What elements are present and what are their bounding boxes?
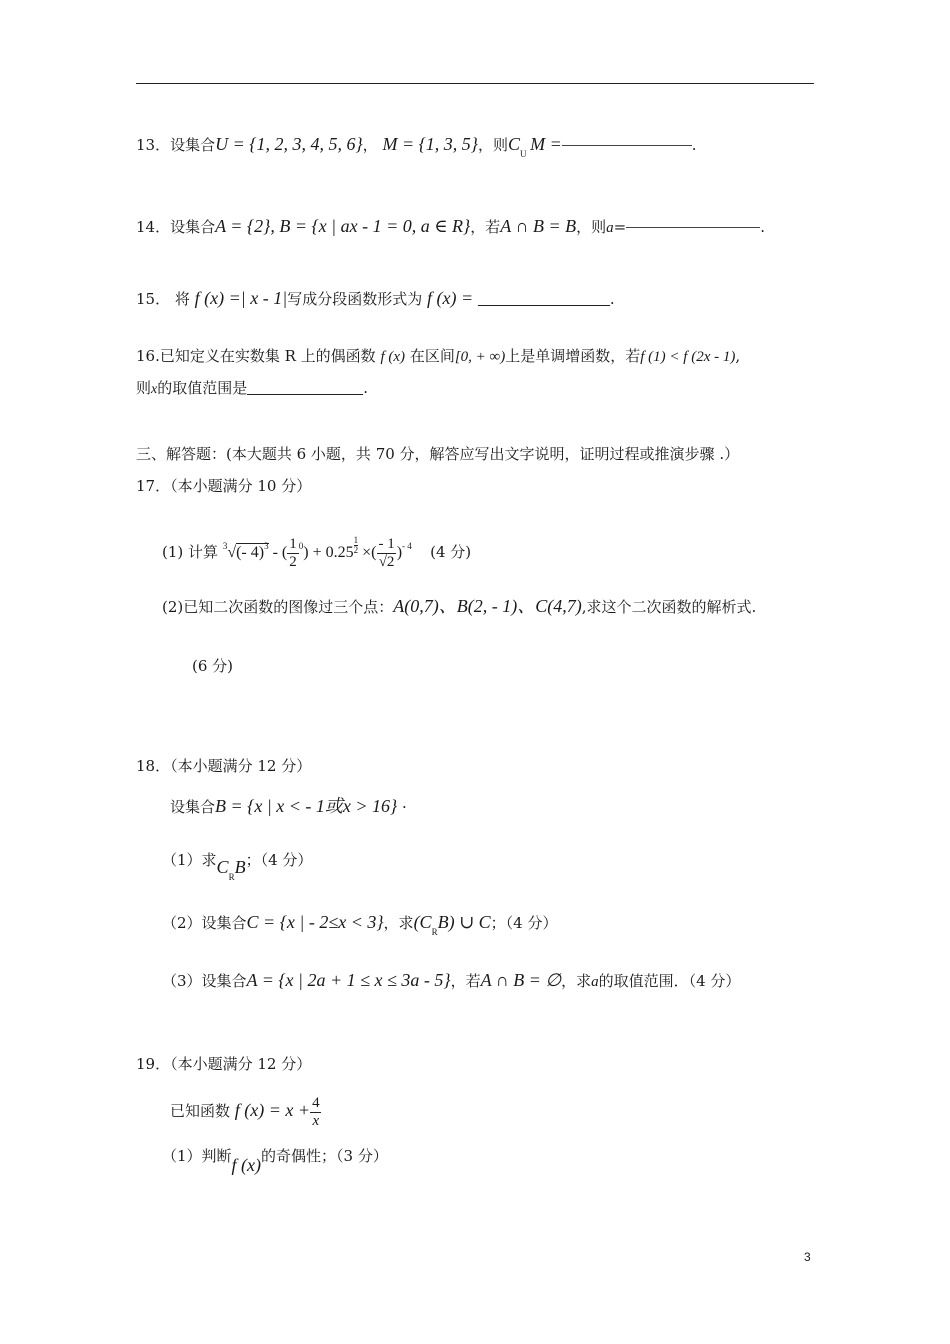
question-text: 则 xyxy=(136,379,152,397)
period: . xyxy=(760,218,765,236)
question-number: 14． xyxy=(136,218,171,236)
equals-sign: = xyxy=(613,218,627,236)
question-17-part-2 xyxy=(162,596,756,617)
question-text: 在区间 xyxy=(409,347,455,365)
question-text: ,求这个二次函数的解析式. xyxy=(581,598,757,616)
header-rule xyxy=(136,83,814,84)
answer-blank xyxy=(626,227,760,228)
set-c-expression: C = {x | - 2≤x < 3} xyxy=(246,912,384,932)
dot: · xyxy=(402,798,407,816)
question-19-part-1 xyxy=(162,1146,388,1175)
set-a-expression: A = {2} xyxy=(215,216,271,236)
question-text: 的奇偶性；（3 分） xyxy=(261,1147,388,1165)
period: . xyxy=(363,379,369,397)
empty-intersection-expression: A ∩ B = ∅ xyxy=(480,970,562,990)
function-f: f (x) xyxy=(380,349,406,365)
complement-expression: $C_RB$ xyxy=(216,857,246,882)
question-text: 设集合 xyxy=(170,218,216,236)
set-a-expression: A = {x | 2a + 1 ≤ x ≤ 3a - 5} xyxy=(246,970,451,990)
part-label: (1) 计算 xyxy=(162,543,219,561)
variable-a: a xyxy=(591,974,599,990)
fraction-4-over-x: $\frac{4}{x}$ xyxy=(312,1094,320,1129)
function-expression: f (x) =| x - 1| xyxy=(194,288,288,308)
page-number: 3 xyxy=(804,1250,811,1264)
question-text: ，则 xyxy=(478,136,509,154)
inequality-expression: f (1) < f (2x - 1) xyxy=(640,349,736,365)
question-text: 的取值范围是 xyxy=(157,379,248,397)
question-18-given xyxy=(170,796,407,817)
score-label: (4 分) xyxy=(430,543,472,561)
intersection-expression: A ∩ B = B xyxy=(500,216,577,236)
score-label: ；（4 分） xyxy=(245,851,313,869)
question-text: 将 xyxy=(174,290,190,308)
function-lhs: f (x) = xyxy=(426,288,474,308)
interval-expression: [0, + ∞) xyxy=(454,349,506,365)
set-b-expression: , B = {x | ax - 1 = 0, a ∈ R} xyxy=(270,216,471,236)
question-18-header: 18．（本小题满分 12 分） xyxy=(136,757,312,775)
question-17-part-2-score: (6 分) xyxy=(192,657,234,675)
set-u-expression: U = {1, 2, 3, 4, 5, 6} xyxy=(215,134,363,154)
part-label: （3）设集合 xyxy=(162,972,247,990)
part-label: （2）设集合 xyxy=(162,914,247,932)
question-14 xyxy=(136,216,765,238)
question-number: 15． xyxy=(136,290,171,308)
question-18-part-1 xyxy=(162,850,312,887)
question-text: 已知函数 xyxy=(170,1102,231,1120)
comma: , xyxy=(735,347,741,365)
question-text: ，若 xyxy=(450,972,481,990)
question-19-given xyxy=(170,1090,322,1131)
question-text: (2)已知二次函数的图像过三个点： xyxy=(162,598,394,616)
score-label: ；（4 分） xyxy=(490,914,558,932)
question-text: 上是单调增函数，若 xyxy=(505,347,641,365)
function-f: f (x) xyxy=(231,1155,262,1175)
set-m-expression: M = {1, 3, 5} xyxy=(382,134,478,154)
variable-x: x xyxy=(151,382,158,397)
variable-a: a xyxy=(606,220,614,236)
computation-expression: $^3$√(- 4)$^3$ - ( $\frac{1}{2}$ $^0$) + 0.25 $\frac{1}{2}$ ×( $\frac{- 1}{√2}$ )$^{- 4}$ xyxy=(222,535,412,570)
separator: ， xyxy=(362,136,378,154)
question-text: 设集合 xyxy=(170,136,216,154)
question-text: 的取值范围．（4 分） xyxy=(598,972,741,990)
question-text: 16.已知定义在实数集 R 上的偶函数 xyxy=(136,347,376,365)
part-label: （1）求 xyxy=(162,851,217,869)
question-number: 13． xyxy=(136,136,171,154)
question-text: ，则 xyxy=(576,218,607,236)
points-expression: A(0,7)、B(2, - 1)、C(4,7) xyxy=(393,596,582,616)
answer-blank xyxy=(247,394,363,395)
complement-expression: $C_U$ M = xyxy=(508,134,562,159)
answer-blank xyxy=(478,305,610,306)
question-17-header: 17．（本小题满分 10 分） xyxy=(136,477,312,495)
period: . xyxy=(691,136,697,154)
function-expression: f (x) = x + xyxy=(234,1100,311,1120)
union-expression: $(C_RB)$ ∪ C xyxy=(413,912,491,937)
question-18-part-2 xyxy=(162,912,557,942)
question-text: ，求 xyxy=(383,914,414,932)
question-text: ，若 xyxy=(470,218,501,236)
part-label: （1）判断 xyxy=(162,1147,232,1165)
question-text: 写成分段函数形式为 xyxy=(287,290,423,308)
question-text: 设集合 xyxy=(170,798,216,816)
question-18-part-3 xyxy=(162,970,740,992)
set-b-expression: B = {x | x < - 1或x > 16} xyxy=(215,796,398,816)
question-19-header: 19．（本小题满分 12 分） xyxy=(136,1055,312,1073)
question-16-line-1 xyxy=(136,346,740,367)
period: . xyxy=(609,290,615,308)
section-heading: 三、解答题：(本大题共 6 小题，共 70 分，解答应写出文字说明，证明过程或推演步骤 .） xyxy=(136,445,740,463)
question-16-line-2 xyxy=(136,378,368,400)
question-15 xyxy=(136,288,615,309)
question-13 xyxy=(136,134,697,164)
question-text: ，求 xyxy=(561,972,592,990)
answer-blank xyxy=(562,145,692,146)
question-17-part-1 xyxy=(162,526,471,570)
